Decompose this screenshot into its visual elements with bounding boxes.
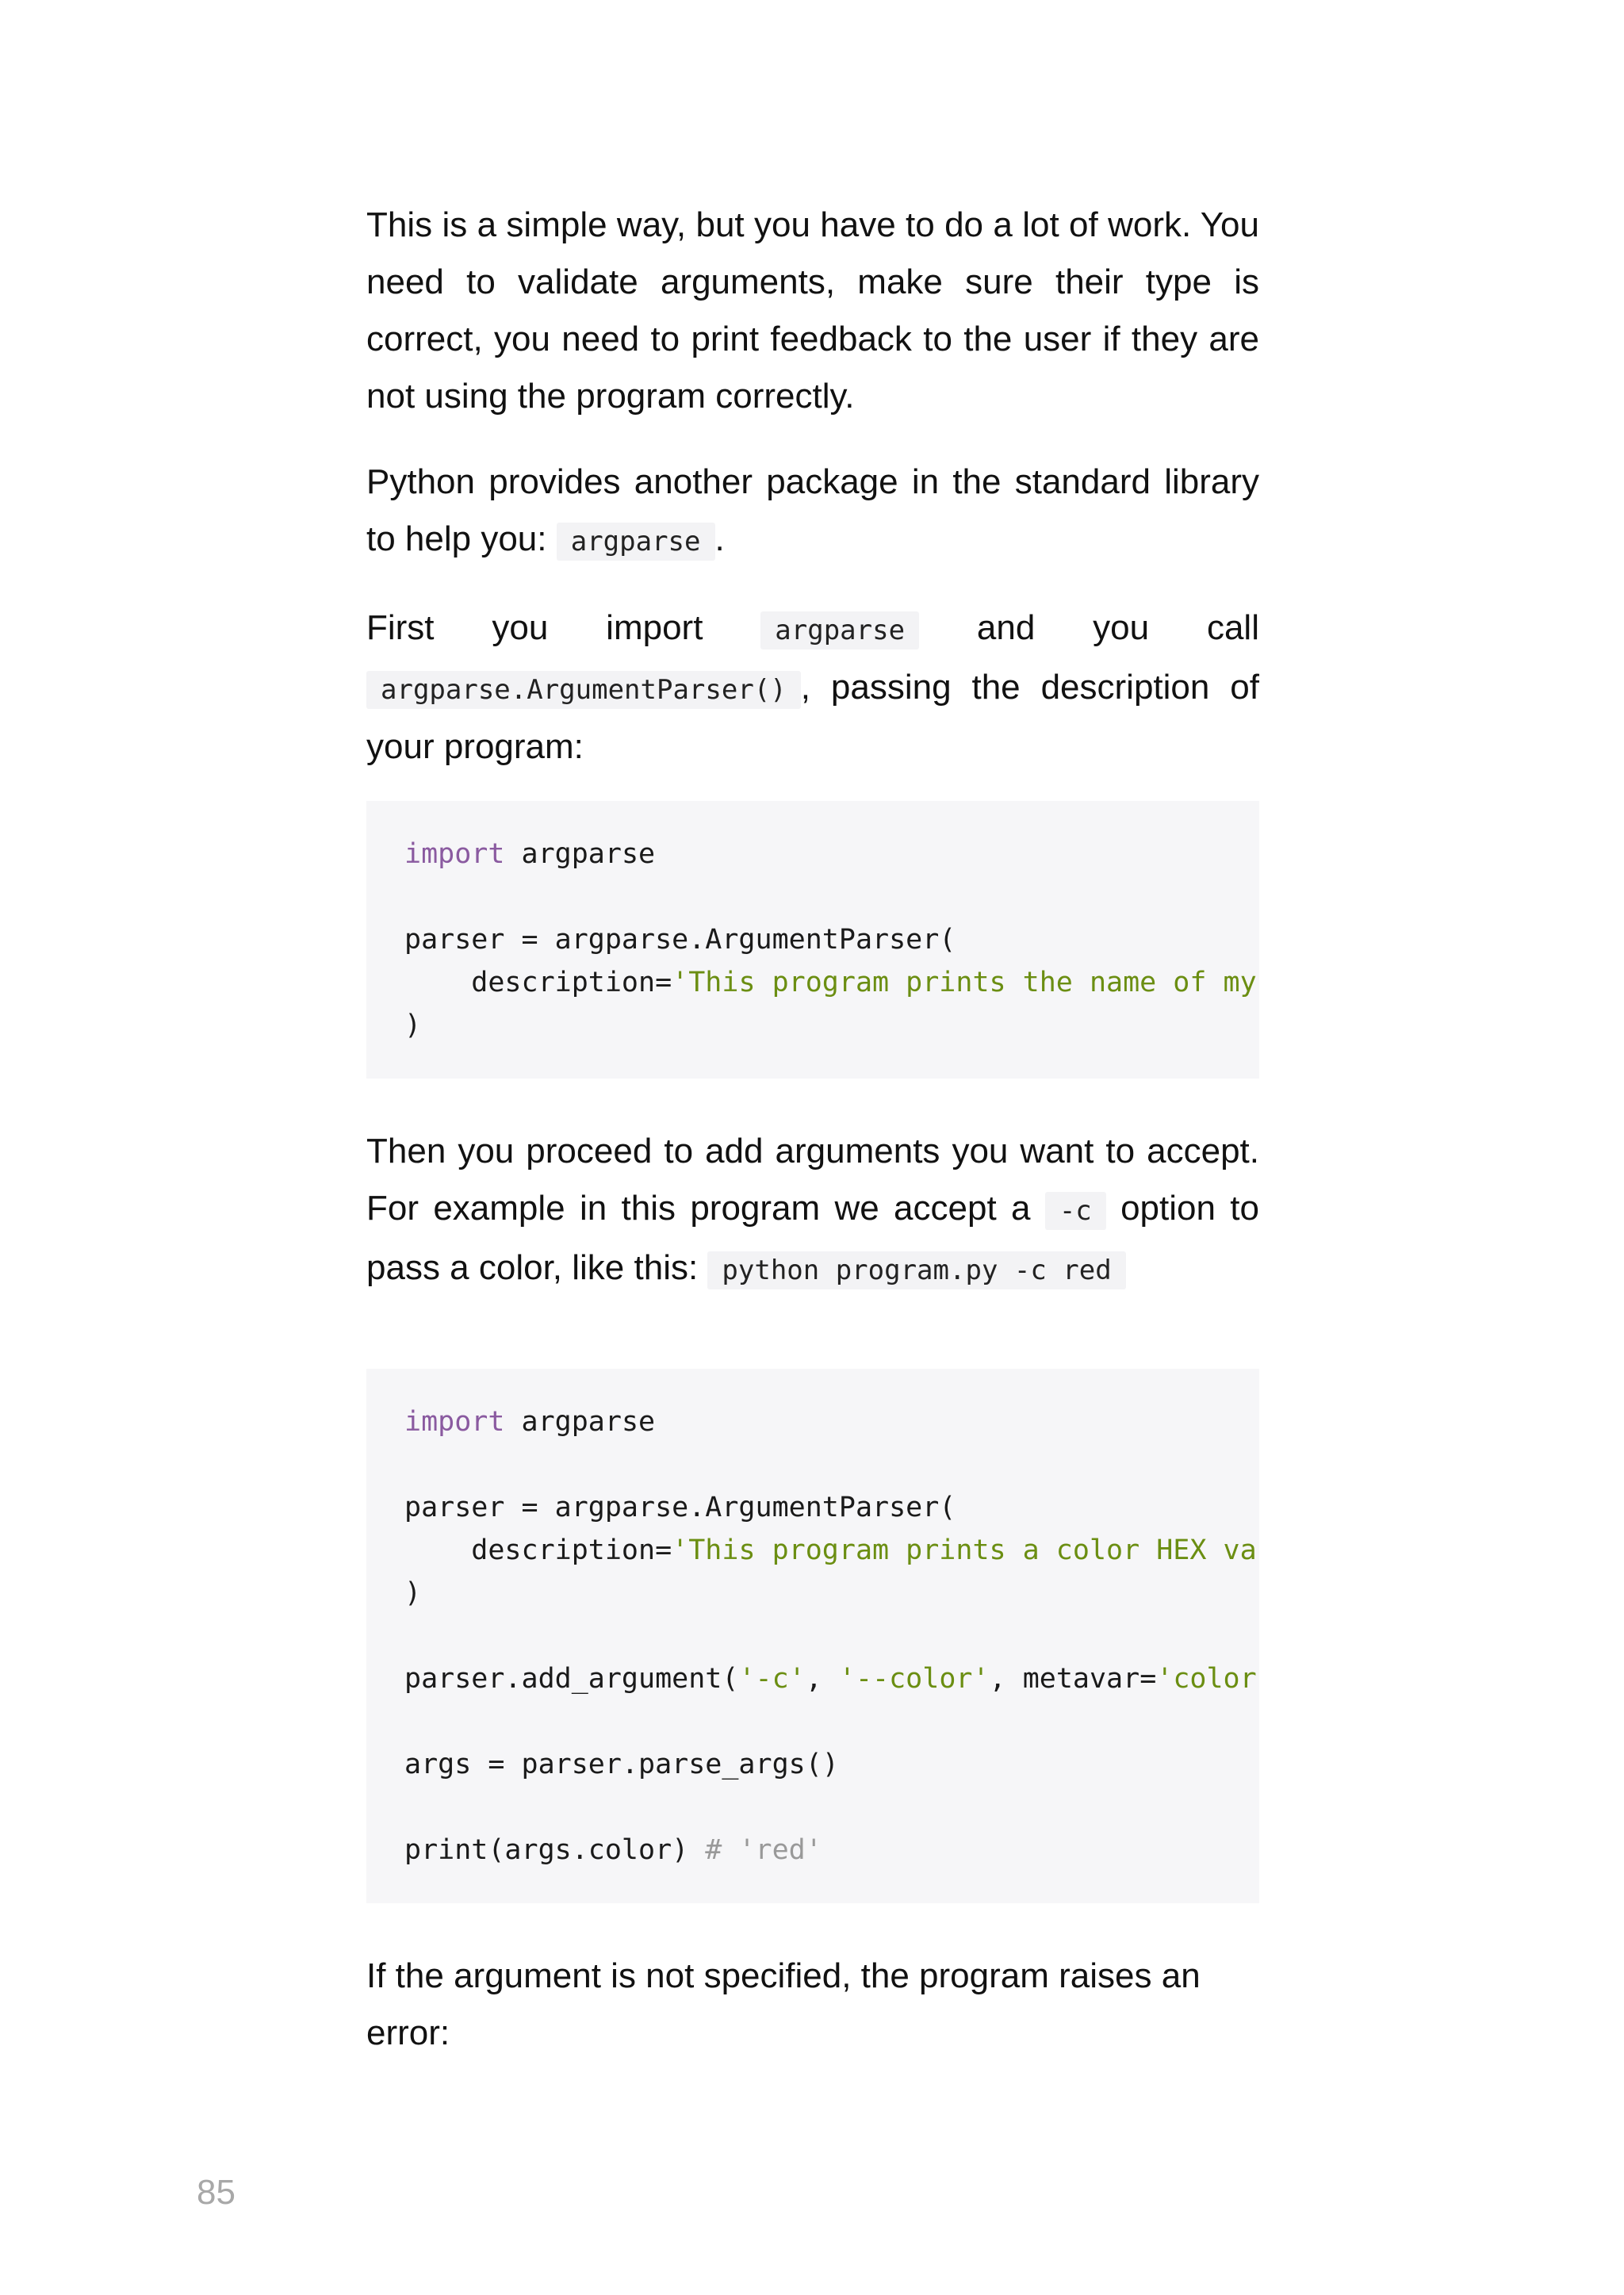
inline-code: -c bbox=[1045, 1192, 1106, 1230]
paragraph-text: option to pass a color, like this: bbox=[366, 1189, 1259, 1287]
code-string: 'This program prints a color HEX va bbox=[672, 1534, 1257, 1566]
code-content bbox=[366, 801, 1259, 1047]
code-text: description= bbox=[404, 967, 672, 998]
inline-code: argparse bbox=[557, 523, 715, 561]
code-text: parser.add_argument( bbox=[404, 1663, 739, 1695]
code-text: ) bbox=[404, 1010, 422, 1041]
paragraph-error bbox=[366, 1948, 1259, 2062]
inline-code: python program.py -c red bbox=[707, 1251, 1125, 1289]
code-keyword: import bbox=[404, 1406, 505, 1438]
paragraph-text: . bbox=[714, 519, 725, 558]
code-text: argparse bbox=[504, 1406, 656, 1438]
code-string: '-c' bbox=[738, 1663, 806, 1695]
paragraph-intro bbox=[366, 197, 1259, 425]
paragraph-import bbox=[366, 600, 1259, 776]
paragraph-text: First you import bbox=[366, 608, 761, 647]
code-text: args = parser.parse_args() bbox=[404, 1749, 839, 1780]
code-content bbox=[366, 1369, 1259, 1872]
code-text: argparse bbox=[504, 838, 656, 870]
code-text: parser = argparse.ArgumentParser( bbox=[404, 1492, 956, 1523]
code-text: description= bbox=[404, 1534, 672, 1566]
paragraph-text: If the argument is not specified, the program raises an error: bbox=[366, 1956, 1201, 2052]
paragraph-text: , passing the description of your program: bbox=[366, 668, 1259, 766]
paragraph-text: and you call bbox=[919, 608, 1259, 647]
code-block bbox=[366, 1369, 1259, 1903]
paragraph-argparse bbox=[366, 454, 1259, 570]
inline-code: argparse.ArgumentParser() bbox=[366, 671, 801, 709]
paragraph-text: Python provides another package in the standard library to help you: bbox=[366, 462, 1259, 558]
code-text: parser = argparse.ArgumentParser( bbox=[404, 924, 956, 956]
code-string: 'This program prints the name of my bbox=[672, 967, 1257, 998]
code-text: , metavar= bbox=[989, 1663, 1157, 1695]
paragraph-text: Then you proceed to add arguments you want to accept. For example in this program we accept a bbox=[366, 1132, 1259, 1228]
code-block bbox=[366, 801, 1259, 1079]
page-number: 85 bbox=[197, 2173, 236, 2212]
code-text: print(args.color) bbox=[404, 1834, 706, 1866]
code-comment: # 'red' bbox=[705, 1834, 822, 1866]
code-string: 'color bbox=[1156, 1663, 1257, 1695]
code-text: , bbox=[805, 1663, 839, 1695]
paragraph-arguments bbox=[366, 1123, 1259, 1299]
code-keyword: import bbox=[404, 838, 505, 870]
inline-code: argparse bbox=[760, 611, 919, 649]
paragraph-text: This is a simple way, but you have to do a lot of work. You need to validate arguments, make sure their type is correct, you need to print feedback to the user if they are not using the program correctly. bbox=[366, 205, 1259, 416]
code-string: '--color' bbox=[838, 1663, 990, 1695]
code-text: ) bbox=[404, 1577, 422, 1609]
